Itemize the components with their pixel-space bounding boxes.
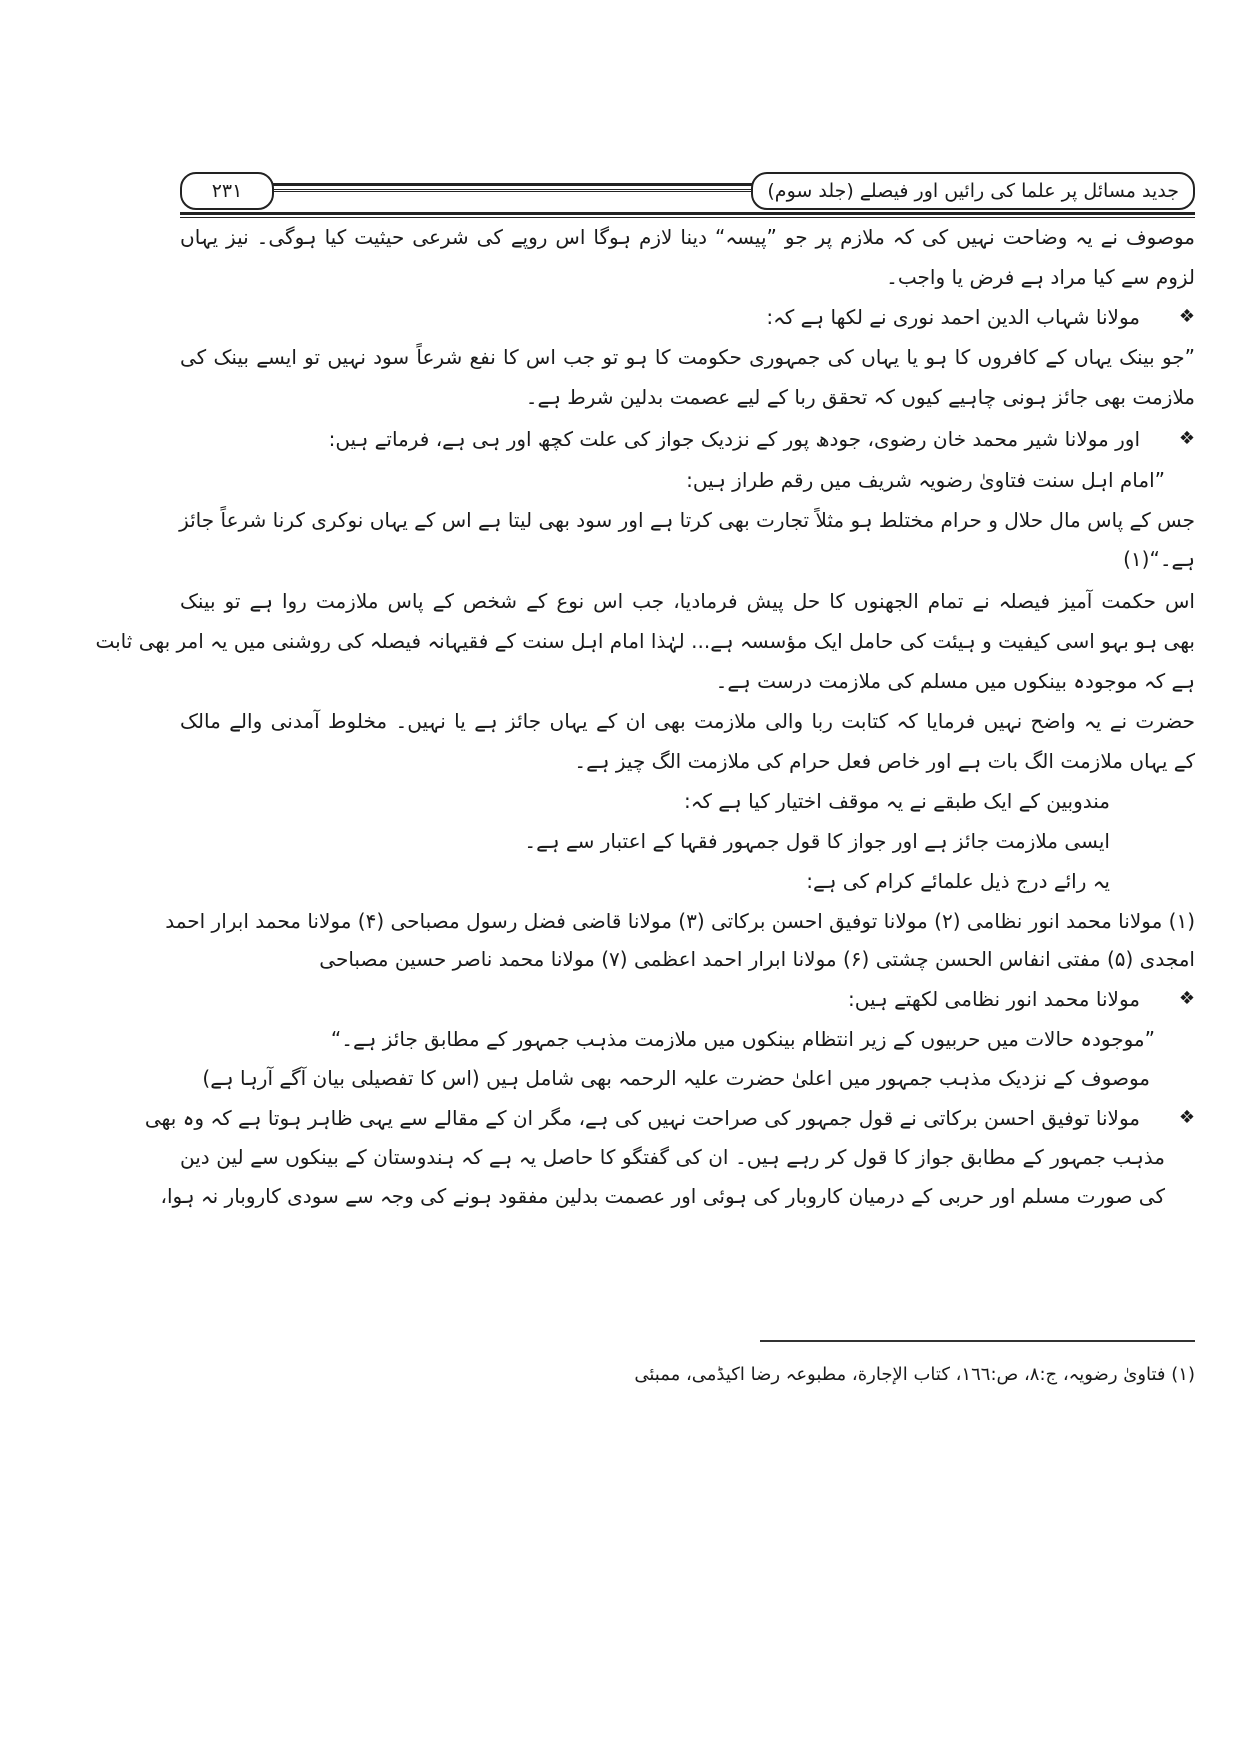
text-line: اور مولانا شیر محمد خان رضوی، جودھ پور کے نزدیک جواز کی علت کچھ اور ہی ہے، فرماتے ہیں: [328,427,1140,451]
bullet-icon: ❖ [1178,306,1195,327]
text-line: کے یہاں ملازمت الگ بات ہے اور خاص فعل حرام کی ملازمت الگ چیز ہے۔ [574,749,1195,773]
text-line: حضرت نے یہ واضح نہیں فرمایا کہ کتابت ربا والی ملازمت بھی ان کے یہاں جائز ہے یا نہیں۔ مخلوط آمدنی والے مالک [180,709,1195,733]
bullet-icon: ❖ [1178,988,1195,1009]
bullet-item [144,1103,1195,1133]
book-title: جدید مسائل پر علما کی رائیں اور فیصلے (جلد سوم) [751,172,1195,210]
text-line: اس حکمت آمیز فیصلہ نے تمام الجھنوں کا حل پیش فرمادیا، جب اس نوع کے شخص کے پاس ملازمت روا ہے تو بینک [180,589,1195,613]
quote-line: ”موجودہ حالات میں حربیوں کے زیر انتظام بینکوں میں ملازمت مذہب جمہور کے مطابق جائز ہے۔“ [330,1027,1155,1051]
text-line: مندوبین کے ایک طبقے نے یہ موقف اختیار کیا ہے کہ: [683,789,1110,813]
text-line: ملازمت بھی جائز ہونی چاہیے کیوں کہ تحقق ربا کے لیے عصمت بدلین شرط ہے۔ [525,385,1195,409]
footnote: (۱) فتاویٰ رضویہ، ج:۸، ص:۱٦٦، کتاب الإجارة، مطبوعہ رضا اکیڈمی، ممبئی [634,1364,1195,1385]
text-line: (۱) مولانا محمد انور نظامی (۲) مولانا توفیق احسن برکاتی (۳) مولانا قاضی فضل رسول مصباحی (۴) مولانا محمد ابرار احمد [165,909,1195,933]
text-line: ہے کہ موجودہ بینکوں میں مسلم کی ملازمت درست ہے۔ [715,669,1195,693]
text-line: مولانا شہاب الدین احمد نوری نے لکھا ہے کہ: [766,305,1140,329]
text-line: یہ رائے درج ذیل علمائے کرام کی ہے: [806,869,1110,893]
bullet-icon: ❖ [1178,428,1195,449]
text-line: بھی ہو بہو اسی کیفیت و ہیئت کی حامل ایک مؤسسہ ہے... لہٰذا امام اہل سنت کے فقیہانہ فیصلہ کی روشنی میں یہ امر بھی ثابت [95,629,1195,653]
quote-line: ”امام اہل سنت فتاویٰ رضویہ شریف میں رقم طراز ہیں: [686,468,1165,492]
text-line: ایسی ملازمت جائز ہے اور جواز کا قول جمہور فقہا کے اعتبار سے ہے۔ [524,829,1110,853]
bullet-icon: ❖ [1178,1107,1195,1128]
bullet-item [180,424,1195,454]
text-line: لزوم سے کیا مراد ہے فرض یا واجب۔ [886,265,1195,289]
header-rule-thin [180,217,1195,218]
text-line: مولانا توفیق احسن برکاتی نے قول جمہور کی صراحت نہیں کی ہے، مگر ان کے مقالے سے یہی ظاہر ہوتا ہے کہ وہ بھی [144,1106,1140,1130]
text-line: کی صورت مسلم اور حربی کے درمیان کاروبار کی ہوئی اور عصمت بدلین مفقود ہونے کی وجہ سے سودی کاروبار نہ ہوا، [160,1184,1165,1208]
text-line: جس کے پاس مال حلال و حرام مختلط ہو مثلاً تجارت بھی کرتا ہے اور سود بھی لیتا ہے اس کے یہاں نوکری کرنا شرعاً جائز [179,508,1195,532]
page-number: ۲۳۱ [180,172,274,210]
bullet-item [180,984,1195,1014]
text-line: امجدی (۵) مفتی انفاس الحسن چشتی (۶) مولانا ابرار احمد اعظمی (۷) مولانا محمد ناصر حسین مصباحی [319,947,1195,971]
bullet-item [180,302,1195,332]
text-line: مولانا محمد انور نظامی لکھتے ہیں: [848,987,1140,1011]
header-rule [180,212,1195,215]
text-line: موصوف کے نزدیک مذہب جمہور میں اعلیٰ حضرت علیہ الرحمہ بھی شامل ہیں (اس کا تفصیلی بیان آگے آرہا ہے) [202,1066,1150,1090]
text-line: مذہب جمہور کے مطابق جواز کا قول کر رہے ہیں۔ ان کی گفتگو کا حاصل یہ ہے کہ ہندوستان کے بینکوں سے لین دین [180,1145,1165,1169]
text-line: ”جو بینک یہاں کے کافروں کا ہو یا یہاں کی جمہوری حکومت کا ہو تو جب اس کا نفع شرعاً سود نہیں تو ایسے بینک کی [180,345,1195,369]
footnote-separator [760,1340,1195,1342]
text-line: موصوف نے یہ وضاحت نہیں کی کہ ملازم پر جو ”پیسہ“ دینا لازم ہوگا اس روپے کی شرعی حیثیت کیا ہوگی۔ نیز یہاں [180,225,1195,249]
text-line: ہے۔“(۱) [1123,547,1195,571]
